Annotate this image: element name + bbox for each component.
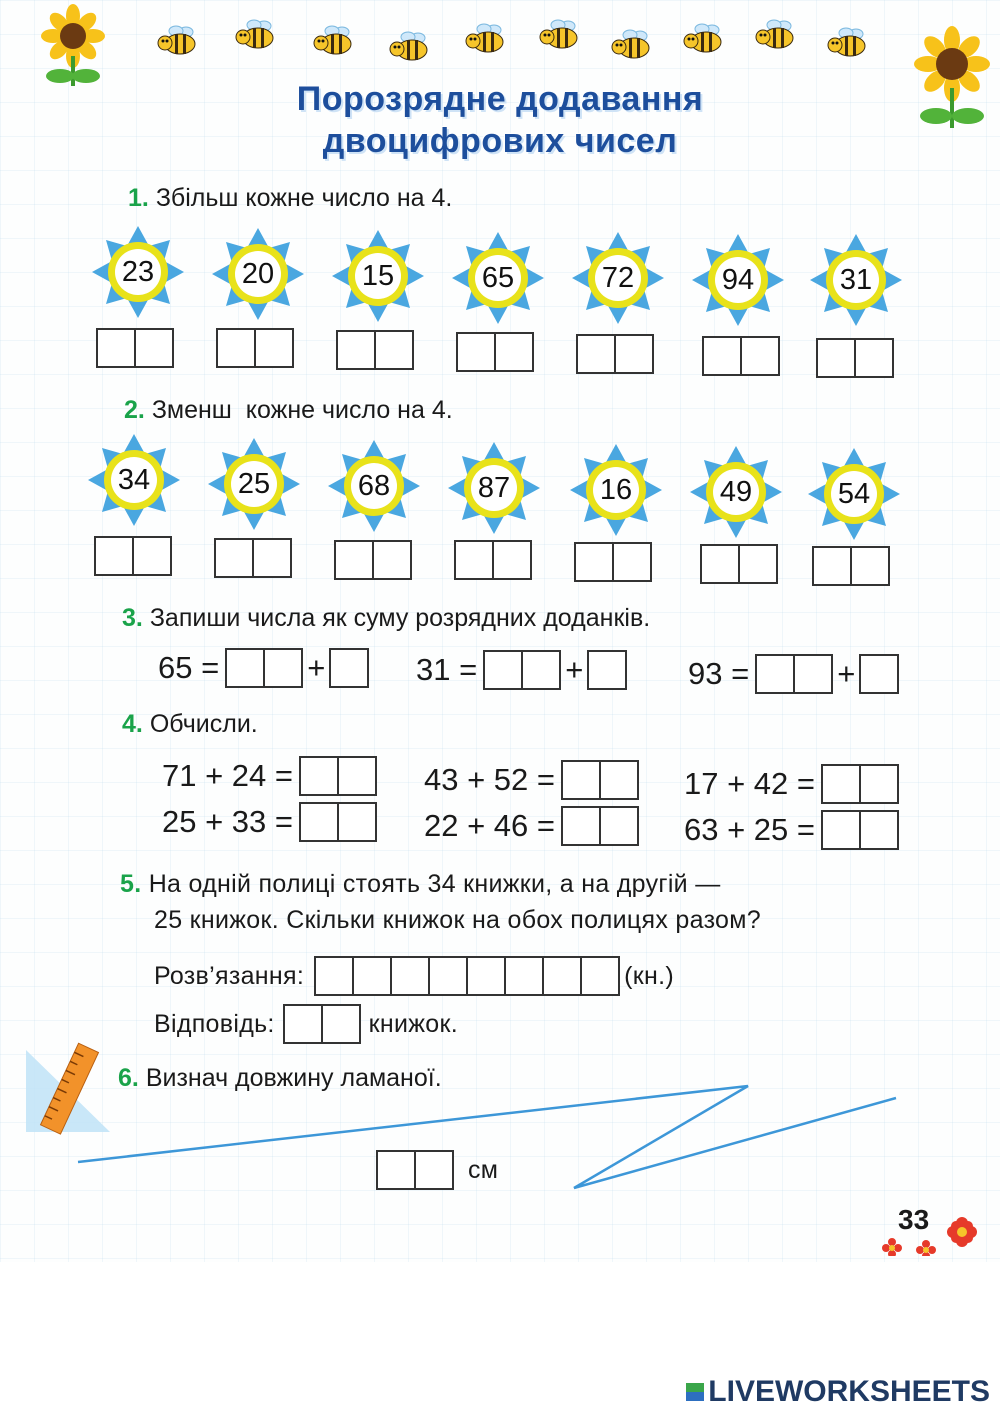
digit-box[interactable] [334,540,374,580]
task4-expr-2 [424,760,639,800]
page-number: 33 [898,1204,930,1235]
answer-boxes[interactable] [821,764,899,804]
digit-box[interactable] [254,328,294,368]
digit-box[interactable] [599,806,639,846]
digit-box[interactable] [816,338,856,378]
digit-box[interactable] [859,764,899,804]
digit-box[interactable] [414,1150,454,1190]
task1-number-value: 23 [121,255,155,288]
sunflower-left-icon [38,4,108,90]
digit-box[interactable] [214,538,254,578]
digit-box[interactable] [755,654,795,694]
logo-icon [686,1383,704,1401]
expression-text: 71 + 24 = [162,758,294,793]
task2-flower-7 [808,448,900,540]
task3-item-2 [416,650,627,690]
page-title-line1: Порозрядне додавання [296,80,704,118]
task2-number-value: 16 [599,473,633,506]
task5-text-line1: На одній полиці стоять 34 книжки, а на другій — [148,870,721,898]
answer-boxes[interactable] [561,760,639,800]
task1-answer-2[interactable] [216,328,294,368]
task5-number: 5. [120,870,142,898]
digit-box[interactable] [821,764,861,804]
digit-box[interactable] [321,1004,361,1044]
digit-box[interactable] [372,540,412,580]
solution-box[interactable] [428,956,468,996]
task5-line2: 25 книжок. Скільки книжок на обох полицях разом? [154,906,761,934]
bee-icon [684,24,721,52]
task4-number: 4. [122,710,143,738]
task1-number-value: 15 [361,259,395,292]
task2-flower-5 [570,444,662,536]
digit-box[interactable] [283,1004,323,1044]
digit-box[interactable] [216,328,256,368]
task1-flower-7 [810,234,902,326]
digit-box[interactable] [225,648,265,688]
digit-box[interactable] [612,542,652,582]
bee-icon [466,24,503,52]
task4-expr-3 [684,764,899,804]
digit-box[interactable] [329,648,369,688]
task4-text: Обчисли. [149,710,258,738]
task5-line1 [120,870,721,899]
task1-flower-3 [332,230,424,322]
solution-box[interactable] [314,956,354,996]
answer-boxes[interactable] [299,802,377,842]
solution-box[interactable] [504,956,544,996]
answer-boxes[interactable] [299,756,377,796]
digit-box[interactable] [263,648,303,688]
task2-answer-7[interactable] [812,546,890,586]
answer-boxes[interactable] [376,1150,454,1190]
task2-answer-4[interactable] [454,540,532,580]
digit-box[interactable] [96,328,136,368]
digit-box[interactable] [599,760,639,800]
task2-flower-3 [328,440,420,532]
digit-box[interactable] [614,334,654,374]
flowers-decoration-icon [876,1212,986,1256]
digit-box[interactable] [376,1150,416,1190]
task1-number-value: 31 [839,263,873,296]
digit-box[interactable] [854,338,894,378]
digit-box[interactable] [561,760,601,800]
solution-unit: (кн.) [624,961,674,990]
digit-box[interactable] [299,802,339,842]
plus-sign: + [307,650,326,685]
expression-text: 25 + 33 = [162,804,294,839]
digit-box[interactable] [494,332,534,372]
digit-box[interactable] [702,336,742,376]
task2-answer-5[interactable] [574,542,652,582]
digit-box[interactable] [337,802,377,842]
solution-boxes[interactable] [314,956,620,996]
ones-box[interactable] [329,648,369,688]
digit-box[interactable] [132,536,172,576]
task6-number: 6. [118,1064,139,1092]
task2-answer-6[interactable] [700,544,778,584]
task6-answer-row [376,1150,498,1190]
page-title-line2: двоцифрових чисел [322,122,678,160]
task3-header [122,604,650,633]
expression-text: 17 + 42 = [684,766,816,801]
task3-number: 3. [122,604,143,632]
tens-boxes[interactable] [225,648,303,688]
digit-box[interactable] [492,540,532,580]
digit-box[interactable] [812,546,852,586]
digit-box[interactable] [252,538,292,578]
task3-number-label: 31 = [416,652,478,687]
digit-box[interactable] [859,810,899,850]
digit-box[interactable] [521,650,561,690]
digit-box[interactable] [94,536,134,576]
answer-boxes[interactable] [561,806,639,846]
task1-flower-4 [452,232,544,324]
digit-box[interactable] [850,546,890,586]
task1-answer-5[interactable] [576,334,654,374]
digit-box[interactable] [134,328,174,368]
liveworksheets-logo [686,1375,990,1409]
task2-flower-1 [88,434,180,526]
digit-box[interactable] [700,544,740,584]
task1-flower-6 [692,234,784,326]
solution-box[interactable] [352,956,392,996]
task2-number-value: 68 [357,469,391,502]
brand-text: LIVEWORKSHEETS [708,1375,990,1408]
task2-text: Зменш кожне число на 4. [151,396,453,424]
task2-number-value: 49 [719,475,753,508]
task1-number-value: 65 [481,261,515,294]
ones-box[interactable] [587,650,627,690]
task2-number: 2. [124,396,145,424]
task1-number: 1. [128,184,149,212]
task1-flower-5 [572,232,664,324]
expression-text: 43 + 52 = [424,762,556,797]
bee-icon [540,20,577,48]
bee-icon [158,26,195,54]
expression-text: 63 + 25 = [684,812,816,847]
task1-answer-7[interactable] [816,338,894,378]
bee-icon [236,20,273,48]
task2-number-value: 25 [237,467,271,500]
task2-number-value: 34 [117,463,151,496]
digit-box[interactable] [821,810,861,850]
task1-answer-6[interactable] [702,336,780,376]
solution-box[interactable] [390,956,430,996]
digit-box[interactable] [740,336,780,376]
task2-header [124,396,453,425]
digit-box[interactable] [576,334,616,374]
digit-box[interactable] [374,330,414,370]
task3-number-label: 93 = [688,656,750,691]
ones-box[interactable] [859,654,899,694]
task1-number-value: 72 [601,261,635,294]
task1-flower-2 [212,228,304,320]
task1-text: Збільш кожне число на 4. [155,184,453,212]
digit-box[interactable] [336,330,376,370]
plus-sign: + [565,652,584,687]
solution-box[interactable] [542,956,582,996]
task1-answer-1[interactable] [96,328,174,368]
bee-icon [314,26,351,54]
task4-header [122,710,258,739]
digit-box[interactable] [738,544,778,584]
task1-answer-3[interactable] [336,330,414,370]
task2-number-value: 54 [837,477,871,510]
digit-box[interactable] [337,756,377,796]
tens-boxes[interactable] [483,650,561,690]
digit-box[interactable] [456,332,496,372]
plus-sign: + [837,656,856,691]
digit-box[interactable] [454,540,494,580]
task2-answer-1[interactable] [94,536,172,576]
task5-answer-row [154,1004,458,1044]
digit-box[interactable] [793,654,833,694]
length-unit: см [468,1155,499,1184]
tens-boxes[interactable] [755,654,833,694]
task2-number-value: 87 [477,471,511,504]
task4-expr-1 [162,756,377,796]
task3-text: Запиши числа як суму розрядних доданків. [149,604,651,632]
expression-text: 22 + 46 = [424,808,556,843]
digit-box[interactable] [574,542,614,582]
solution-box[interactable] [580,956,620,996]
answer-unit: книжок. [368,1009,458,1038]
bee-icon [828,28,865,56]
bees-decoration [150,18,880,68]
answer-boxes[interactable] [283,1004,361,1044]
task2-flower-6 [690,446,782,538]
task1-number-value: 94 [721,263,755,296]
answer-label: Відповідь: [154,1009,275,1038]
answer-boxes[interactable] [821,810,899,850]
task1-header [128,184,452,213]
solution-label: Розв’язання: [154,961,305,990]
bee-icon [612,30,649,58]
digit-box[interactable] [587,650,627,690]
digit-box[interactable] [859,654,899,694]
digit-box[interactable] [483,650,523,690]
digit-box[interactable] [561,806,601,846]
task5-solution-row [154,956,674,996]
task6-text: Визнач довжину ламаної. [145,1064,442,1092]
task1-flower-1 [92,226,184,318]
task3-item-1 [158,648,369,688]
task1-answer-4[interactable] [456,332,534,372]
task2-answer-2[interactable] [214,538,292,578]
bee-icon [390,32,427,60]
task1-number-value: 20 [241,257,275,290]
task4-expr-6 [684,810,899,850]
task3-item-3 [688,654,899,694]
broken-line-figure [0,1070,1000,1200]
task4-expr-4 [162,802,377,842]
bee-icon [756,20,793,48]
task2-flower-2 [208,438,300,530]
solution-box[interactable] [466,956,506,996]
digit-box[interactable] [299,756,339,796]
task3-number-label: 65 = [158,650,220,685]
task2-flower-4 [448,442,540,534]
task2-answer-3[interactable] [334,540,412,580]
task4-expr-5 [424,806,639,846]
